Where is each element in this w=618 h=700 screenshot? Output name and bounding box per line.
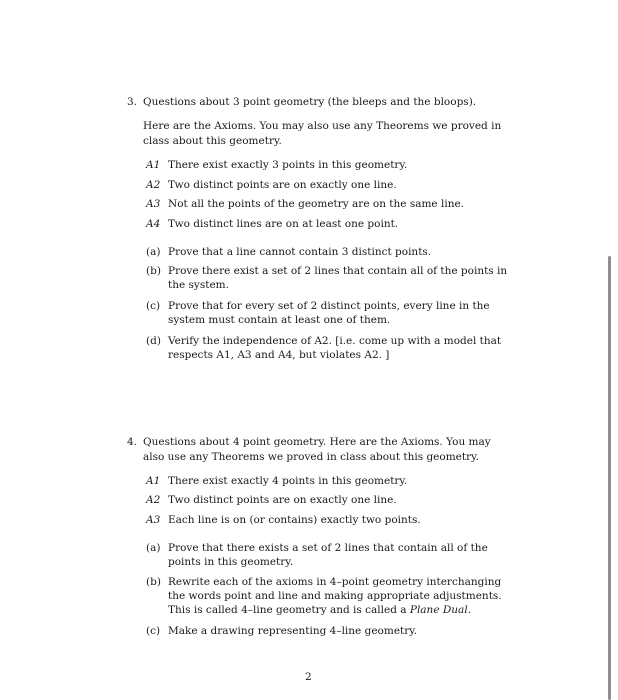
page-number: 2 (305, 671, 312, 683)
axiom-text: Two distinct lines are on at least one point. (168, 218, 399, 230)
q3-intro-line2: class about this geometry. (143, 135, 282, 147)
plane-dual-term: Plane Dual. (409, 604, 472, 616)
q4-item-b (146, 576, 501, 589)
q4-item-b-cont1: the words point and line and making appropriate adjustments. (168, 590, 502, 602)
item-text: Prove that a line cannot contain 3 distinct points. (168, 246, 432, 258)
q3-item-d-cont: respects A1, A3 and A4, but violates A2. ] (168, 349, 390, 361)
item-text: Prove that for every set of 2 distinct points, every line in the (168, 300, 490, 312)
axiom-text: Two distinct points are on exactly one line. (168, 494, 397, 506)
q4-axiom-a2 (146, 494, 397, 507)
q3-item-b-cont: the system. (168, 279, 229, 291)
q4-intro-line2: also use any Theorems we proved in class about this geometry. (143, 451, 479, 463)
q3-axiom-a1 (146, 159, 407, 172)
axiom-label: A3 (146, 198, 161, 210)
q3-title: Questions about 3 point geometry (the bleeps and the bloops). (143, 96, 477, 108)
item-label: (d) (146, 335, 161, 347)
q3-intro-line1: Here are the Axioms. You may also use any Theorems we proved in (143, 120, 502, 132)
item-text: Rewrite each of the axioms in 4–point geometry interchanging (168, 576, 502, 588)
q3-item-b (146, 265, 507, 278)
item-text: Verify the independence of A2. [i.e. come up with a model that (168, 335, 502, 347)
axiom-label: A1 (146, 159, 161, 171)
q3-item-d (146, 335, 501, 348)
vertical-scrollbar[interactable] (608, 256, 611, 700)
axiom-text: Each line is on (or contains) exactly two points. (168, 514, 421, 526)
axiom-text: There exist exactly 3 points in this geometry. (168, 159, 408, 171)
item-text: Prove there exist a set of 2 lines that contain all of the points in (168, 265, 508, 277)
axiom-text: There exist exactly 4 points in this geometry. (168, 475, 408, 487)
q3-number: 3. (127, 96, 138, 108)
item-label: (a) (146, 542, 161, 554)
q3-axiom-a2 (146, 179, 397, 192)
item-label: (c) (146, 300, 161, 312)
item-label: (a) (146, 246, 161, 258)
q4-axiom-a1 (146, 475, 407, 488)
q4-item-c (146, 625, 417, 638)
q4-item-a (146, 542, 488, 555)
axiom-text: Not all the points of the geometry are on the same line. (168, 198, 465, 210)
axiom-label: A4 (146, 218, 161, 230)
q3-item-a (146, 246, 431, 259)
item-label: (c) (146, 625, 161, 637)
item-label: (b) (146, 265, 161, 277)
item-text: This is called 4–line geometry and is called a (168, 604, 407, 616)
axiom-label: A3 (146, 514, 161, 526)
q4-axiom-a3 (146, 514, 421, 527)
axiom-label: A2 (146, 494, 161, 506)
axiom-text: Two distinct points are on exactly one line. (168, 179, 397, 191)
axiom-label: A2 (146, 179, 161, 191)
q3-axiom-a4 (146, 218, 398, 231)
item-text: Make a drawing representing 4–line geometry. (168, 625, 418, 637)
q4-item-b-cont2 (168, 604, 471, 617)
q4-number: 4. (127, 436, 138, 448)
item-text: Prove that there exists a set of 2 lines that contain all of the (168, 542, 488, 554)
q3-item-c (146, 300, 490, 313)
q4-intro-line1: Questions about 4 point geometry. Here are the Axioms. You may (143, 436, 491, 448)
q4-item-a-cont: points in this geometry. (168, 556, 294, 568)
q3-axiom-a3 (146, 198, 464, 211)
q3-item-c-cont: system must contain at least one of them. (168, 314, 391, 326)
item-label: (b) (146, 576, 161, 588)
axiom-label: A1 (146, 475, 161, 487)
